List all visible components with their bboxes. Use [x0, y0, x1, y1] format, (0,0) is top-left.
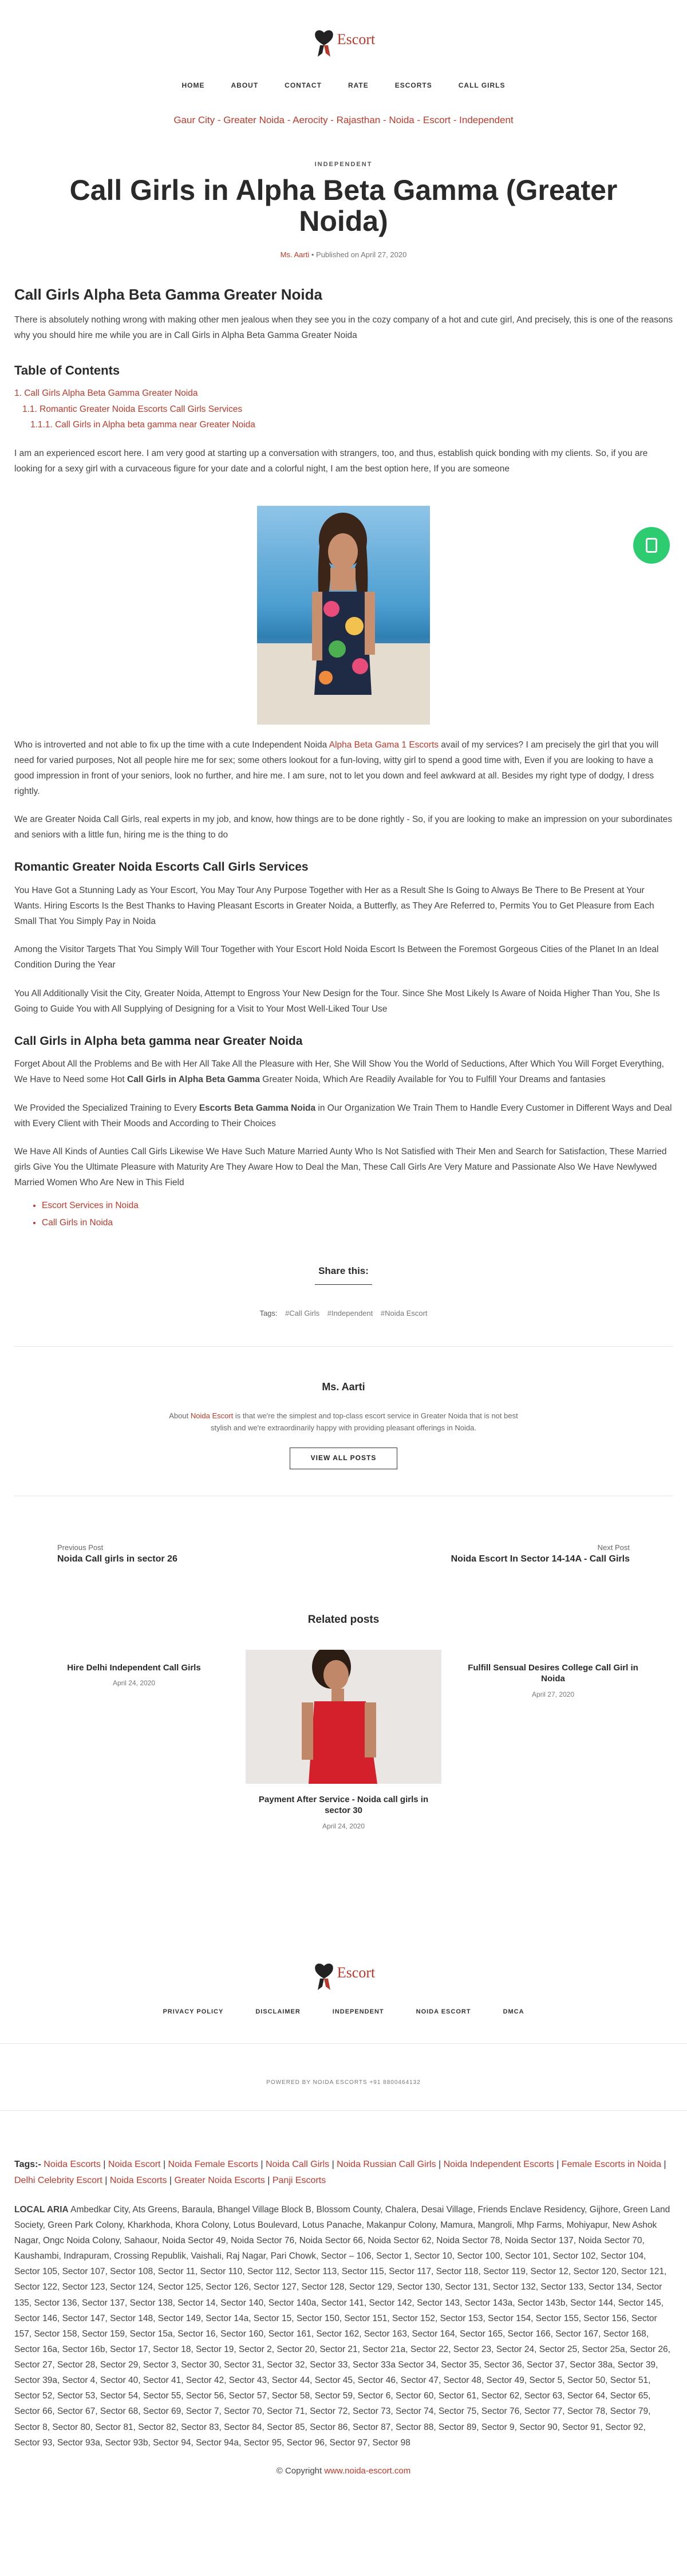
- paragraph: You All Additionally Visit the City, Greater Noida, Attempt to Engross Your New Design for the Tour. Since She Most Likely Is Aware of Noida Higher Than You, She Is Going to Guide You with All Supplying of Designing for a Visit to Your Most Well-Liked Tour Use: [14, 988, 660, 1014]
- breadcrumb[interactable]: Gaur City - Greater Noida - Aerocity - Rajasthan - Noida - Escort - Independent: [173, 115, 514, 125]
- local-area: LOCAL ARIA Ambedkar City, Ats Greens, Baraula, Bhangel Village Block B, Blossom County, Chalera, Desai Village, Friends Enclave Residency, Gijhore, Green Land Society, Green Park Colony, Kharkhoda, Khora Colony, Lotus Boulevard, Lotus Panache, Makanpur Colony, Mamura, Mangroli, Mhp Farms, Mohiyapur, New Ashok Nagar, Ongc Noida Colony, Sahaour, Noida Sector 49, Noida Sector 76, Noida Sector 66, Noida Sector 62, Noida Sector 78, Noida Sector 137, Noida Sector 70, Kaushambi, Indrapuram, Crossing Republik, Vaishali, Raj Nagar, Pari Chowk, Sector – 106, Sector 1, Sector 10, Sector 100, Sector 101, Sector 102, Sector 104, Sector 105, Sector 107, Sector 108, Sector 11, Sector 110, Sector 112, Sector 113, Sector 115, Sector 117, Sector 118, Sector 119, Sector 12, Sector 120, Sector 121, Sector 122, Sector 123, Sector 124, Sector 125, Sector 126, Sector 127, Sector 128, Sector 129, Sector 130, Sector 131, Sector 132, Sector 133, Sector 134, Sector 135, Sector 136, Sector 137, Sector 138, Sector 14, Sector 140, Sector 140a, Sector 141, Sector 142, Sector 143, Sector 143a, Sector 143b, Sector 144, Sector 145, Sector 146, Sector 147, Sector 148, Sector 149, Sector 14a, Sector 15, Sector 150, Sector 151, Sector 152, Sector 153, Sector 154, Sector 155, Sector 156, Sector 157, Sector 158, Sector 159, Sector 15a, Sector 16, Sector 160, Sector 161, Sector 162, Sector 163, Sector 164, Sector 165, Sector 166, Sector 167, Sector 168, Sector 16a, Sector 16b, Sector 17, Sector 18, Sector 19, Sector 2, Sector 20, Sector 21, Sector 21a, Sector 22, Sector 23, Sector 24, Sector 25, Sector 25a, Sector 26, Sector 27, Sector 28, Sector 29, Sector 3, Sector 30, Sector 31, Sector 32, Sector 33, Sector 33a Sector 34, Sector 35, Sector 36, Sector 37, Sector 38a, Sector 39, Sector 39a, Sector 4, Sector 40, Sector 41, Sector 42, Sector 43, Sector 44, Sector 45, Sector 46, Sector 47, Sector 48, Sector 49, Sector 5, Sector 50, Sector 51, Sector 52, Sector 53, Sector 54, Sector 55, Sector 56, Sector 57, Sector 58, Sector 59, Sector 6, Sector 60, Sector 61, Sector 62, Sector 63, Sector 64, Sector 65, Sector 66, Sector 67, Sector 68, Sector 69, Sector 7, Sector 70, Sector 71, Sector 72, Sector 73, Sector 74, Sector 75, Sector 76, Sector 77, Sector 78, Sector 79, Sector 8, Sector 80, Sector 81, Sector 82, Sector 83, Sector 84, Sector 85, Sector 86, Sector 87, Sector 88, Sector 89, Sector 9, Sector 90, Sector 91, Sector 92, Sector 93, Sector 93a, Sector 93b, Sector 94, Sector 94a, Sector 95, Sector 96, Sector 97, Sector 98: [14, 2204, 670, 2448]
- link-escort-services[interactable]: Escort Services in Noida: [42, 1201, 139, 1211]
- author-name[interactable]: Ms. Aarti: [322, 1381, 365, 1393]
- paragraph: I am an experienced escort here. I am very good at starting up a conversation with strangers, too, and thus, establish quick bonding with my clients. So, if you are looking for a sexy girl with a curvaceous figure for your date and a colorful night, I am the best option here, If you are someone: [14, 449, 648, 474]
- footer-link-dmca[interactable]: DMCA: [503, 2008, 524, 2015]
- footer-tag-link[interactable]: Female Escorts in Noida: [561, 2160, 661, 2170]
- nav-call-girls[interactable]: CALL GIRLS: [458, 81, 506, 90]
- author-box: [14, 1379, 673, 1469]
- divider: [0, 2110, 687, 2111]
- footer-link-independent[interactable]: INDEPENDENT: [332, 2008, 384, 2015]
- footer-tag-link[interactable]: Greater Noida Escorts: [174, 2175, 265, 2185]
- post-author[interactable]: Ms. Aarti: [280, 250, 310, 259]
- footer-tag-link[interactable]: Delhi Celebrity Escort: [14, 2175, 102, 2185]
- whatsapp-icon[interactable]: [633, 527, 670, 564]
- paragraph: Among the Visitor Targets That You Simply Will Tour Together with Your Escort Hold Noida Escort Is Between the Foremost Gorgeous Cities of the Planet In an Ideal Condition During the Year: [14, 945, 659, 970]
- nav-home[interactable]: HOME: [181, 81, 205, 90]
- article-heading: Call Girls Alpha Beta Gamma Greater Noida: [14, 285, 322, 303]
- post-category[interactable]: INDEPENDENT: [314, 161, 373, 168]
- footer-tag-link[interactable]: Noida Independent Escorts: [443, 2160, 554, 2170]
- footer-tag-link[interactable]: Noida Escort: [108, 2160, 161, 2170]
- related-post[interactable]: Fulfill Sensual Desires College Call Girl in Noida April 27, 2020: [468, 1662, 638, 1698]
- heart-logo-icon: [312, 1961, 336, 1991]
- intro-paragraph: There is absolutely nothing wrong with making other men jealous when they see you in the cozy company of a hot and cute girl, And precisely, this is one of the reasons why you should hire me while you are in Call Girls in Alpha Beta Gamma Greater Noida: [14, 315, 673, 341]
- footer-tag-link[interactable]: Noida Escorts: [44, 2160, 101, 2170]
- inline-link[interactable]: Alpha Beta Gama 1 Escorts: [329, 740, 439, 750]
- toc-title: Table of Contents: [14, 363, 120, 378]
- nav-contact[interactable]: CONTACT: [285, 81, 322, 90]
- tag-link[interactable]: #Noida Escort: [380, 1309, 428, 1318]
- related-posts: [14, 1650, 673, 1832]
- divider: [0, 2043, 687, 2044]
- footer-tag-link[interactable]: Noida Russian Call Girls: [337, 2160, 436, 2170]
- post-navigation: [57, 1542, 630, 1566]
- table-of-contents: [14, 386, 673, 434]
- toc-link-3[interactable]: 1.1.1. Call Girls in Alpha beta gamma near Greater Noida: [30, 420, 255, 430]
- footer-link-privacy[interactable]: PRIVACY POLICY: [163, 2008, 224, 2015]
- related-posts-title: Related posts: [307, 1614, 380, 1626]
- related-post[interactable]: Hire Delhi Independent Call Girls April 24, 2020: [67, 1662, 201, 1688]
- nav-escorts[interactable]: ESCORTS: [394, 81, 432, 90]
- logo-text: Escort: [337, 31, 376, 48]
- footer-tag-link[interactable]: Noida Female Escorts: [168, 2160, 258, 2170]
- footer-tags: Tags:- Noida Escorts | Noida Escort | Noida Female Escorts | Noida Call Girls | Noida Russian Call Girls | Noida Independent Escorts | Female Escorts in Noida | Delhi Celebrity Escort | Noida Escorts | Greater Noida Escorts | Panji Escorts: [14, 2160, 666, 2185]
- paragraph: We are Greater Noida Call Girls, real experts in my job, and know, how things are to be done rightly - So, if you are looking to make an impression on your subordinates and seniors with a little fun, hiring me is the thing to do: [14, 815, 673, 840]
- heart-logo-icon: [312, 28, 336, 58]
- footer-nav: [0, 2007, 687, 2017]
- next-post[interactable]: Next Post Noida Escort In Sector 14-14A - Call Girls: [451, 1543, 630, 1564]
- post-meta: [0, 249, 687, 261]
- divider: [315, 1284, 372, 1285]
- nav-rate[interactable]: RATE: [348, 81, 369, 90]
- footer-tag-link[interactable]: Noida Escorts: [109, 2175, 167, 2185]
- post-tags: Tags: #Call Girls #Independent #Noida Escort: [259, 1309, 428, 1318]
- related-post-image[interactable]: [246, 1650, 441, 1784]
- divider: [14, 1346, 673, 1347]
- section-heading: Call Girls in Alpha beta gamma near Greater Noida: [14, 1034, 303, 1048]
- logo-text: Escort: [337, 1964, 376, 1981]
- nav-about[interactable]: ABOUT: [231, 81, 259, 90]
- copyright-link[interactable]: www.noida-escort.com: [324, 2465, 411, 2476]
- site-logo[interactable]: [0, 0, 687, 63]
- section-heading: Romantic Greater Noida Escorts Call Girls Services: [14, 860, 309, 874]
- toc-link-1[interactable]: 1. Call Girls Alpha Beta Gamma Greater Noida: [14, 388, 198, 398]
- paragraph: We Provided the Specialized Training to Every Escorts Beta Gamma Noida in Our Organization We Train Them to Handle Every Customer in Different Ways and Deal with Every Client with Their Moods and According to Their Choices: [14, 1103, 672, 1128]
- featured-image: [257, 506, 430, 725]
- paragraph: You Have Got a Stunning Lady as Your Escort, You May Tour Any Purpose Together with Her as a Result She Is Going to Always Be There to Be Present at Your Wants. Hiring Escorts Is the Best Thanks to Having Pleasant Escorts in Greater Noida, a Butterfly, as They Are Referred to, Permits You to Get Pleasure from Each Small That You Simply Pay in Noida: [14, 885, 654, 927]
- share-title: Share this:: [318, 1265, 369, 1277]
- copyright: © Copyright www.noida-escort.com: [276, 2465, 411, 2476]
- footer-logo[interactable]: [0, 1961, 687, 1991]
- paragraph: Who is introverted and not able to fix up the time with a cute Independent Noida Alpha Beta Gama 1 Escorts avail of my services? I am precisely the girl that you will need for varied purposes, Not all people hire me for sex; some others lookout for a fun-loving, witty girl to spend a good time with, Even if you are looking to have a good impression in front of your seniors, look no further, and hire me. I am sure, not to let you down and feel awkward at all. Besides my right type of dodgy, I dress rightly.: [14, 740, 659, 796]
- main-nav: [0, 74, 687, 97]
- page-title: Call Girls in Alpha Beta Gamma (Greater Noida): [69, 174, 618, 237]
- article-body: [14, 283, 673, 1832]
- footer-link-disclaimer[interactable]: DISCLAIMER: [255, 2008, 301, 2015]
- toc-link-2[interactable]: 1.1. Romantic Greater Noida Escorts Call Girls Services: [22, 404, 243, 414]
- footer-tag-link[interactable]: Noida Call Girls: [265, 2160, 330, 2170]
- previous-post[interactable]: Previous Post Noida Call girls in sector 26: [57, 1543, 177, 1564]
- meta-separator: •: [311, 250, 317, 259]
- tag-link[interactable]: #Call Girls: [285, 1309, 320, 1318]
- tag-link[interactable]: #Independent: [327, 1309, 373, 1318]
- author-link[interactable]: Noida Escort: [190, 1411, 234, 1420]
- paragraph: We Have All Kinds of Aunties Call Girls Likewise We Have Such Mature Married Aunty Who Is Not Satisfied with Their Men and Search for Satisfaction, These Married girls Give You the Ultimate Pleasure with Maturity Are They Aware How to Deal the Man, These Call Girls Are Very Mature and Passionate Also We Have Newlywed Married Women Who Are New in This Field: [14, 1146, 667, 1188]
- powered-by: POWERED BY NOIDA ESCORTS +91 8800464132: [266, 2079, 421, 2086]
- paragraph: Forget About All the Problems and Be with Her All Take All the Pleasure with Her, She Will Show You the World of Seductions, After Which You Will Forget Everything, We Have to Need some Hot Call Girls in Alpha Beta Gamma Greater Noida, Which Are Readily Available for You to Fulfill Your Dreams and fantasies: [14, 1059, 664, 1085]
- author-description: About Noida Escort is that we're the simplest and top-class escort service in Greater Noida that is not best stylish and we're extraordinarily happy with providing pleasant offerings in Noida.: [169, 1411, 518, 1432]
- related-post[interactable]: Payment After Service - Noida call girls in sector 30 April 24, 2020: [246, 1650, 441, 1832]
- post-date: Published on April 27, 2020: [316, 250, 407, 259]
- link-call-girls[interactable]: Call Girls in Noida: [42, 1217, 113, 1228]
- footer-link-noida-escort[interactable]: NOIDA ESCORT: [416, 2008, 471, 2015]
- footer-tag-link[interactable]: Panji Escorts: [272, 2175, 326, 2185]
- view-all-posts-button[interactable]: VIEW ALL POSTS: [290, 1448, 398, 1469]
- related-links: [14, 1197, 673, 1231]
